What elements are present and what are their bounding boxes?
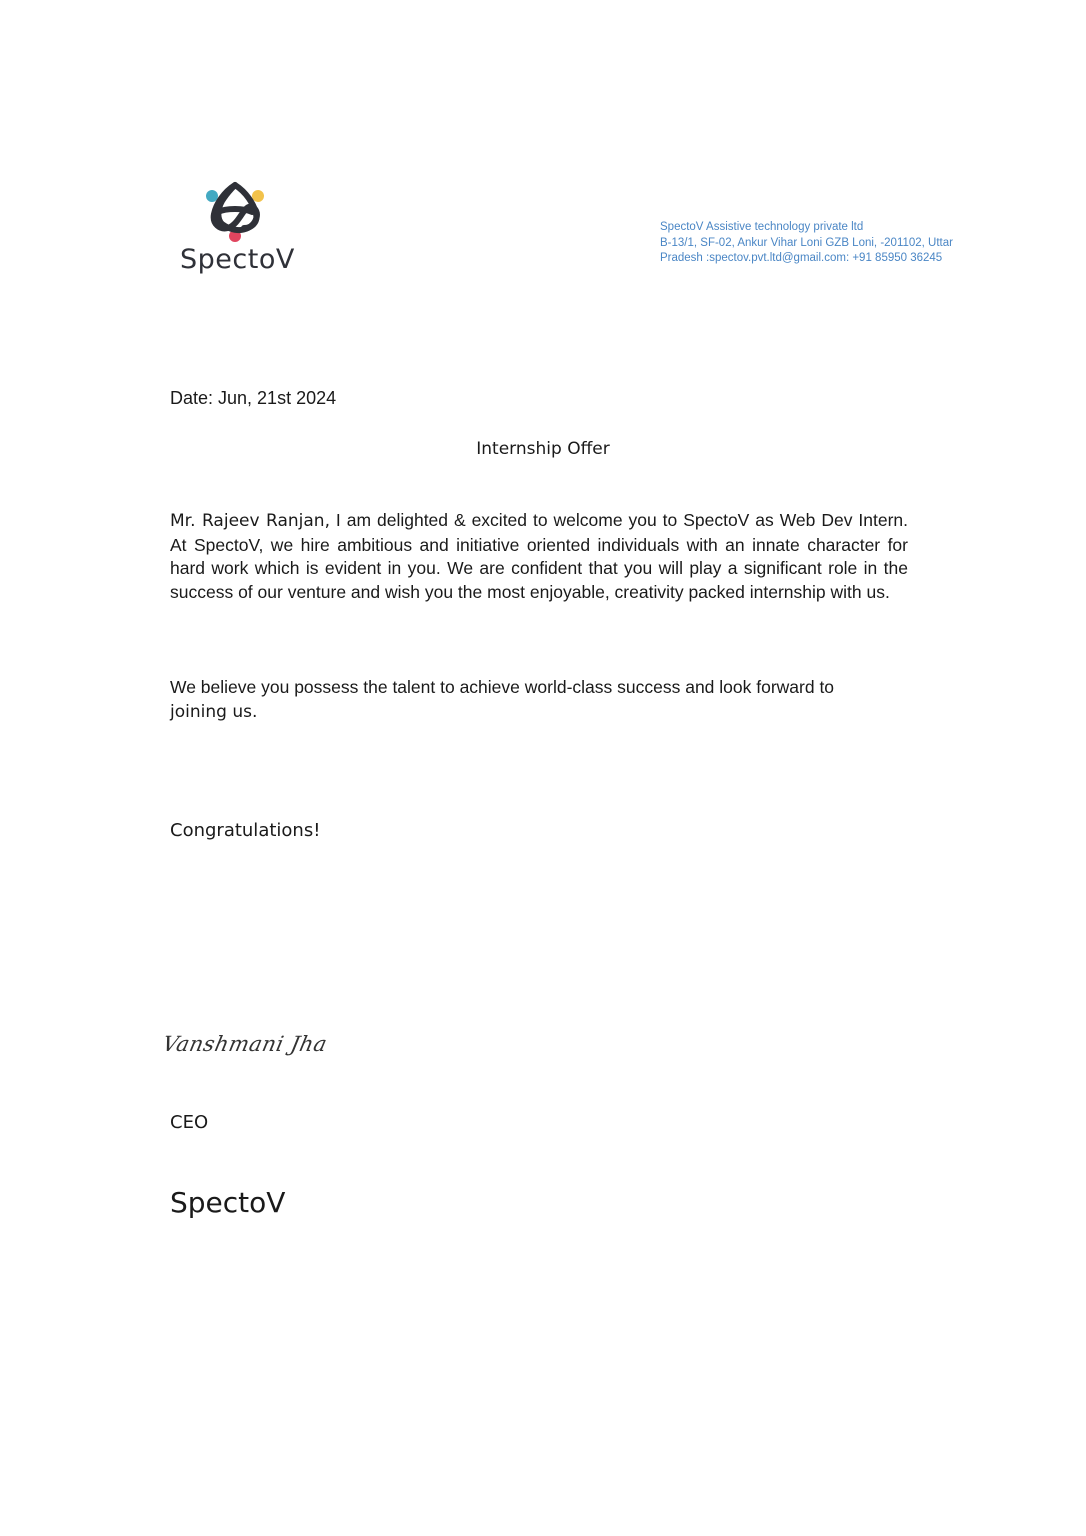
signatory-role: CEO [170, 1112, 209, 1133]
company-address: B-13/1, SF-02, Ankur Vihar Loni GZB Loni, -201102, Uttar [660, 236, 953, 249]
recipient-name: Mr. Rajeev Ranjan, [170, 511, 330, 531]
congratulations-text: Congratulations! [170, 820, 321, 841]
company-address-block [660, 220, 990, 267]
signatory-company: SpectoV [170, 1186, 286, 1219]
offer-paragraph-body: I am delighted & excited to welcome you to SpectoV as Web Dev Intern. At SpectoV, we hire ambitious and initiative oriented individuals with an innate character for hard work which is evident in you. We are confident that you will play a significant role in the success of our venture and wish you the most enjoyable, creativity packed internship with us. [170, 510, 908, 602]
letter-date: Date: Jun, 21st 2024 [170, 388, 337, 408]
closing-paragraph-body: We believe you possess the talent to achieve world-class success and look forward to [170, 677, 835, 697]
closing-paragraph [170, 676, 870, 724]
signature: Vanshmani Jha [160, 1032, 330, 1056]
offer-paragraph [170, 509, 908, 604]
logo-wordmark: SpectoV [180, 244, 295, 275]
closing-paragraph-tail: joining us. [170, 701, 258, 722]
spectov-logo-icon [176, 178, 296, 248]
company-contact: Pradesh :spectov.pvt.ltd@gmail.com: +91 85950 36245 [660, 252, 943, 264]
letter-title: Internship Offer [476, 439, 610, 459]
company-name: SpectoV Assistive technology private ltd [660, 221, 864, 233]
